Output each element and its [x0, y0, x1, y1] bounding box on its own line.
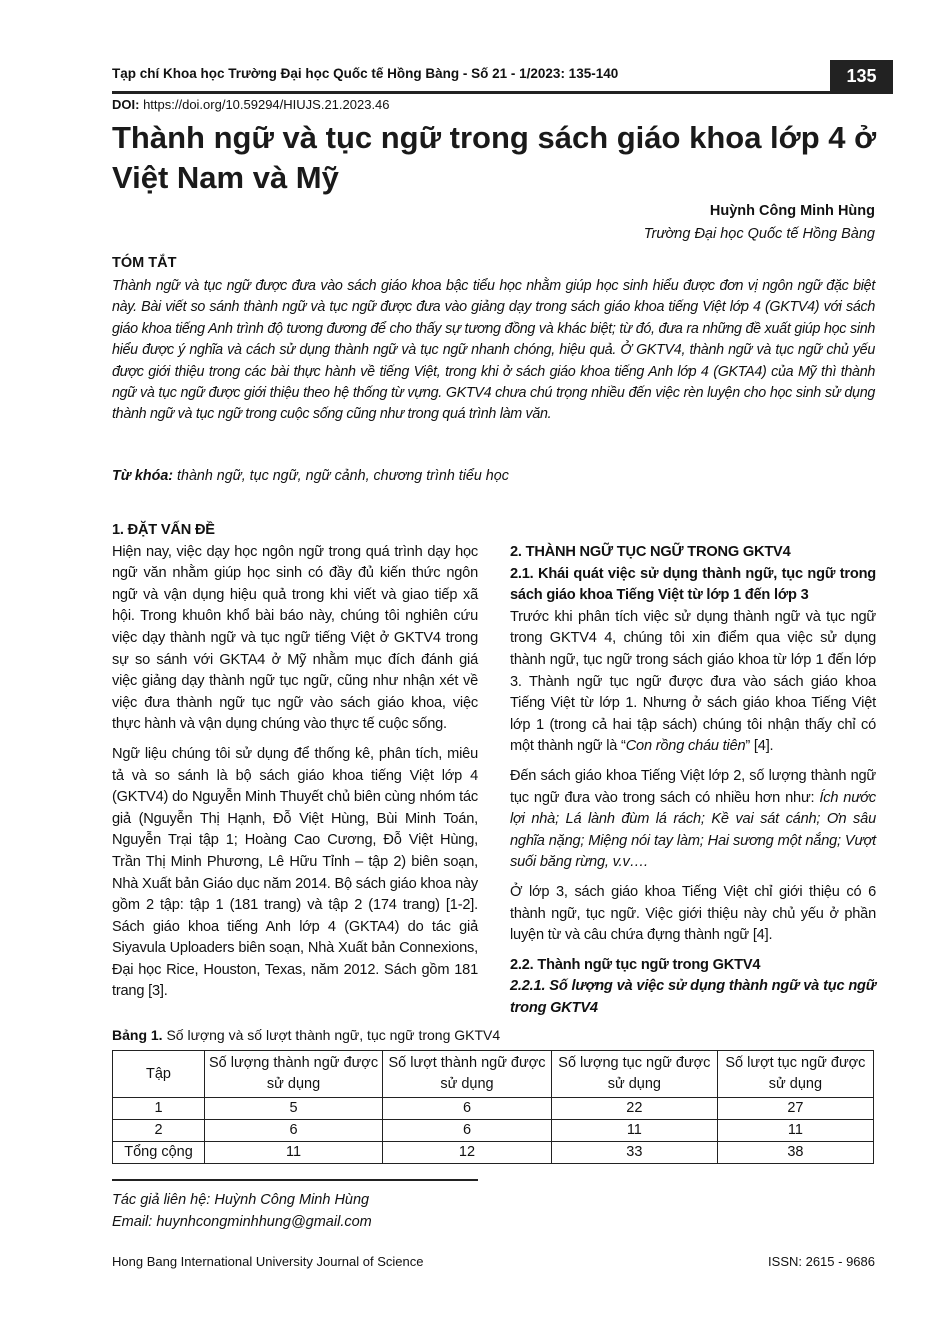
- affiliation: Trường Đại học Quốc tế Hồng Bàng: [643, 226, 875, 242]
- subsection-2-1-heading: 2.1. Khái quát việc sử dụng thành ngữ, tục ngữ trong sách giáo khoa Tiếng Việt từ lớp 1 đến lớp 3: [510, 565, 876, 604]
- keywords: [112, 468, 509, 484]
- keywords-label: Từ khóa:: [112, 468, 174, 484]
- contact-footnote: [112, 1190, 372, 1233]
- footer-journal: Hong Bang International University Journal of Science: [112, 1254, 424, 1269]
- page-number: 135: [830, 60, 893, 93]
- column-right: [510, 542, 876, 1027]
- table-header: Số lượng thành ngữ được sử dụng: [205, 1051, 383, 1098]
- table-caption: Bảng 1. Số lượng và số lượt thành ngữ, tục ngữ trong GKTV4: [112, 1027, 501, 1043]
- journal-header: Tạp chí Khoa học Trường Đại học Quốc tế Hồng Bàng - Số 21 - 1/2023: 135-140: [112, 66, 619, 81]
- author: Huỳnh Công Minh Hùng: [709, 203, 875, 219]
- section2-paragraph: Trước khi phân tích việc sử dụng thành ngữ và tục ngữ trong GKTV4 4, chúng tôi xin điểm qua việc sử dụng thành ngữ, tục ngữ trong sách giáo khoa từ lớp 1 đến lớp 3. Thành ngữ tục ngữ được đưa vào sách giáo khoa Tiếng Việt từ lớp 1. Nhưng ở sách giáo khoa Tiếng Việt lớp 1 (trong cả hai tập sách) chúng tôi nhận thấy chỉ có một thành ngữ là “Con rồng cháu tiên” [4].: [510, 608, 876, 755]
- doi-label: DOI:: [112, 97, 140, 112]
- table-row: 1 5 6 22 27: [113, 1098, 874, 1120]
- table-row: 2 6 6 11 11: [113, 1120, 874, 1142]
- header-rule: [112, 91, 893, 94]
- column-left: [112, 520, 478, 1011]
- table-header: Tập: [113, 1051, 205, 1098]
- section2-paragraph: Ở lớp 3, sách giáo khoa Tiếng Việt chỉ giới thiệu có 6 thành ngữ, tục ngữ. Việc giới thiệu này chủ yếu ở phần luyện từ và câu chứa đựng thành ngữ [4].: [510, 883, 876, 944]
- data-table: [112, 1050, 874, 1164]
- contact-email[interactable]: Email: huynhcongminhhung@gmail.com: [112, 1213, 372, 1230]
- abstract-text: Thành ngữ và tục ngữ được đưa vào sách giáo khoa bậc tiểu học nhằm giúp học sinh hiểu được đơn vị ngôn ngữ đặc biệt này. Bài viết so sánh thành ngữ và tục ngữ được đưa vào giảng dạy trong sách giáo khoa tiếng Việt lớp 4 (GKTV4) với sách giáo khoa tiếng Anh trình độ tương đương để cho thấy sự tương đồng và khác biệt; từ đó, đưa ra những đề xuất giúp học sinh hiểu được ý nghĩa và cách sử dụng thành ngữ và tục ngữ nhanh chóng, hiệu quả. Ở GKTV4, thành ngữ và tục ngữ chủ yếu được giới thiệu trong các bài thực hành về tiếng Việt, trong khi ở sách giáo khoa tiếng Anh lớp 4 (GKTA4) của Mỹ thì thành ngữ và tục ngữ được giới thiệu theo hệ thống từ vựng. GKTV4 chưa chú trọng nhiều đến việc rèn luyện cho học sinh sử dụng thành ngữ và tục ngữ trong cuộc sống cũng như trong quá trình làm văn.: [112, 278, 875, 423]
- footer-issn: ISSN: 2615 - 9686: [768, 1254, 875, 1269]
- table-header: Số lượt tục ngữ được sử dụng: [717, 1051, 873, 1098]
- contact-author: Tác giả liên hệ: Huỳnh Công Minh Hùng: [112, 1192, 370, 1208]
- table-header: Số lượng tục ngữ được sử dụng: [551, 1051, 717, 1098]
- abstract-heading: TÓM TẮT: [112, 255, 177, 271]
- page-title: Thành ngữ và tục ngữ trong sách giáo khoa lớp 4 ở Việt Nam và Mỹ: [112, 120, 877, 195]
- doi-link[interactable]: https://doi.org/10.59294/HIUJS.21.2023.46: [139, 97, 390, 112]
- keywords-text: thành ngữ, tục ngữ, ngữ cảnh, chương trình tiểu học: [173, 468, 509, 484]
- subsection-2-2-heading: 2.2. Thành ngữ tục ngữ trong GKTV4: [510, 956, 761, 973]
- subsection-2-2-1-heading: 2.2.1. Số lượng và việc sử dụng thành ngữ và tục ngữ trong GKTV4: [510, 978, 876, 1016]
- section1-heading: 1. ĐẶT VẤN ĐỀ: [112, 522, 215, 538]
- table-header-row: [113, 1051, 874, 1098]
- doi: [112, 97, 390, 112]
- table-header: Số lượt thành ngữ được sử dụng: [383, 1051, 552, 1098]
- section2-paragraph: Đến sách giáo khoa Tiếng Việt lớp 2, số lượng thành ngữ tục ngữ đưa vào trong sách có nhiều hơn như: Ích nước lợi nhà; Lá lành đùm lá rách; Kề vai sát cánh; Ơn sâu nghĩa nặng; Miệng nói tay làm; Hai sương một nắng; Vượt suối băng rừng, v.v….: [510, 767, 876, 871]
- table-row: Tổng cộng 11 12 33 38: [113, 1142, 874, 1164]
- section2-heading: 2. THÀNH NGỮ TỤC NGỮ TRONG GKTV4: [510, 544, 791, 560]
- footnote-rule: [112, 1179, 478, 1181]
- section1-paragraph: Ngữ liệu chúng tôi sử dụng để thống kê, phân tích, miêu tả và so sánh là bộ sách giáo khoa tiếng Việt lớp 4 (GKTV4) do Nguyễn Minh Thuyết chủ biên cùng nhóm tác giả (Nguyễn Thị Hạnh, Đỗ Việt Hùng, Bùi Minh Toán, Nguyễn Trại tập 1; Hoàng Cao Cương, Đỗ Việt Hùng, Trần Thị Minh Phương, Lê Hữu Tỉnh – tập 2) biên soạn, Nhà Xuất bản Giáo dục năm 2014. Bộ sách giáo khoa này gồm 2 tập: tập 1 (181 trang) và tập 2 (174 trang) [1-2]. Sách giáo khoa tiếng Anh lớp 4 (GKTA4) do tác giả Siyavula Uploaders biên soạn, Nhà Xuất bản Connexions, Đại học Rice, Houston, Texas, năm 2012. Sách gồm 181 trang [3].: [112, 745, 478, 1000]
- section1-paragraph: Hiện nay, việc dạy học ngôn ngữ trong quá trình dạy học ngữ văn nhằm giúp học sinh có đầy đủ kiến thức ngôn ngữ và vận dụng hiệu quả trong khi viết và giao tiếp xã hội. Trong khuôn khổ bài báo này, chúng tôi nghiên cứu việc dạy thành ngữ và tục ngữ tiếng Việt ở GKTV4 trong sự so sánh với GKTA4 ở Mỹ nhằm mục đích đánh giá việc giảng dạy thành ngữ tục ngữ, cũng như nhận xét về việc đưa thành ngữ tục ngữ vào sách giáo khoa, việc thực hành và vận dụng chúng vào thực tế cuộc sống.: [112, 543, 478, 733]
